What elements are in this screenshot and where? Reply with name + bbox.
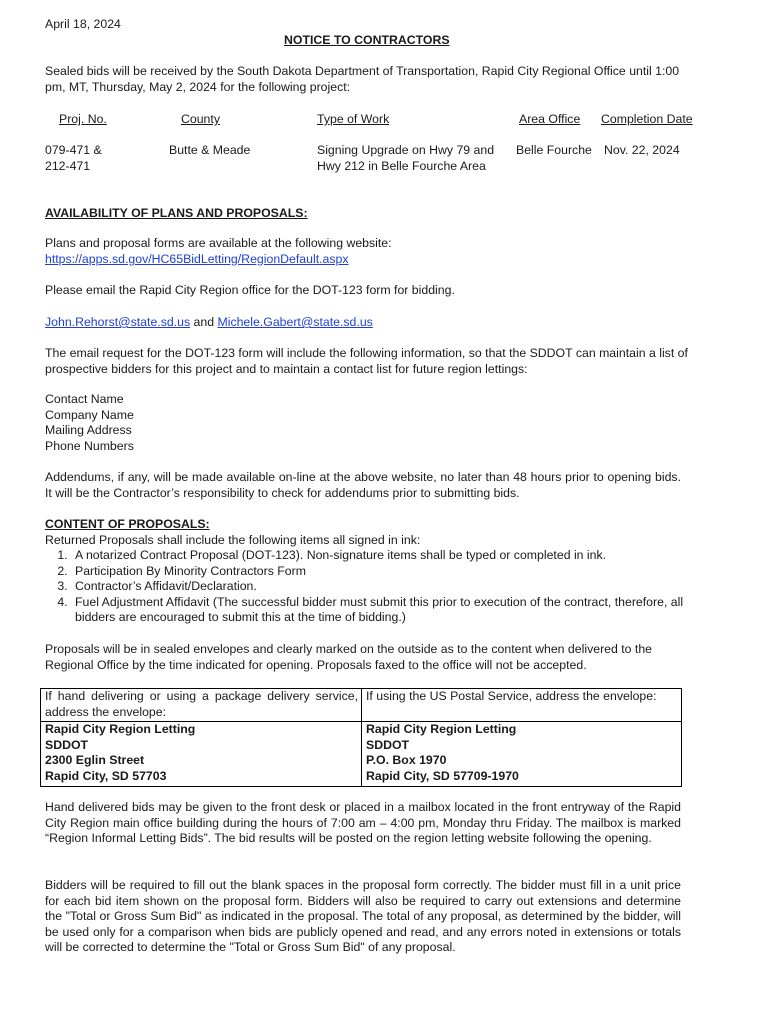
address-line: SDDOT: [366, 737, 410, 752]
address-table-body-row: [41, 721, 681, 785]
date: April 18, 2024: [45, 17, 121, 31]
address-line: Rapid City, SD 57709-1970: [366, 768, 519, 783]
proposal-items-list: [45, 548, 721, 626]
postal-address: [361, 722, 681, 785]
website-link[interactable]: https://apps.sd.gov/HC65BidLetting/RegionDefault.aspx: [45, 252, 349, 266]
hand-delivery-address: [41, 722, 361, 785]
cell-completion-date: Nov. 22, 2024: [604, 143, 680, 157]
address-line: 2300 Eglin Street: [45, 753, 145, 768]
hand-delivered-paragraph: Hand delivered bids may be given to the front desk or placed in a mailbox located in the front entryway of the Rapid City Region main office building during the hours of 7:00 am – 4:00 pm, Monday thru Friday. The mailbox is marked “Region Informal Letting Bids”. The bid results will be posted on the region letting website following the opening.: [45, 800, 681, 846]
address-line: Rapid City Region Letting: [366, 722, 517, 737]
contact-item: Contact Name: [45, 392, 124, 406]
email-instructions: Please email the Rapid City Region office for the DOT-123 form for bidding.: [45, 283, 455, 297]
plans-text: Plans and proposal forms are available at the following website:: [45, 236, 392, 250]
contact-item: Mailing Address: [45, 423, 132, 438]
email-and: and: [193, 315, 215, 329]
address-table: [40, 688, 682, 787]
col-header-proj-no: Proj. No.: [59, 112, 107, 126]
addendums-paragraph: Addendums, if any, will be made available on-line at the above website, no later than 48 hours prior to opening bids. It will be the Contractor’s responsibility to check for addendums prior to submitting bids.: [45, 470, 681, 500]
content-intro: Returned Proposals shall include the following items all signed in ink:: [45, 533, 421, 547]
address-line: Rapid City Region Letting: [45, 722, 196, 737]
cell-county: Butte & Meade: [169, 143, 251, 157]
contact-item: Phone Numbers: [45, 438, 134, 453]
address-line: P.O. Box 1970: [366, 753, 447, 768]
list-item: 2. Participation By Minority Contractors Form: [71, 564, 721, 580]
bidders-paragraph: Bidders will be required to fill out the blank spaces in the proposal form correctly. The bidder must fill in a unit price for each bid item shown on the proposal form. Bidders will also be required to carry out extensions and determine the "Total or Gross Sum Bid" as indicated in the proposal. The total of any proposal, as determined by the bidder, will be used only for a comparison when bids are publicly opened and read, and any errors noted in extensions or totals will be corrected to determine the "Total or Gross Sum Bid" of any proposal.: [45, 878, 681, 955]
hand-delivery-header: If hand delivering or using a package delivery service, address the envelope:: [45, 689, 358, 719]
address-table-header-row: [41, 689, 681, 721]
page-title: NOTICE TO CONTRACTORS: [284, 33, 450, 47]
contact-item: Company Name: [45, 407, 134, 422]
address-line: Rapid City, SD 57703: [45, 768, 167, 783]
cell-area-office: Belle Fourche: [516, 143, 592, 157]
cell-type-of-work: Signing Upgrade on Hwy 79 and Hwy 212 in Belle Fourche Area: [317, 143, 495, 173]
intro-paragraph: Sealed bids will be received by the South Dakota Department of Transportation, Rapid City Regional Office until 1:00 pm, MT, Thursday, May 2, 2024 for the following project:: [45, 64, 680, 94]
sealed-paragraph: Proposals will be in sealed envelopes and clearly marked on the outside as to the content when delivered to the Regional Office by the time indicated for opening. Proposals faxed to the office will not be accepted.: [45, 642, 653, 672]
list-item: 4. Fuel Adjustment Affidavit (The successful bidder must submit this prior to execution of the contract, therefore, all bidders are encouraged to submit this at the time of bidding.): [71, 595, 721, 626]
email-link-gabert[interactable]: Michele.Gabert@state.sd.us: [217, 315, 373, 329]
contact-list: [45, 392, 134, 454]
list-item: 1. A notarized Contract Proposal (DOT-123). Non-signature items shall be typed or completed in ink.: [71, 548, 721, 564]
request-paragraph: The email request for the DOT-123 form will include the following information, so that the SDDOT can maintain a list of prospective bidders for this project and to maintain a contact list for future region lettings:: [45, 346, 688, 376]
availability-heading: AVAILABILITY OF PLANS AND PROPOSALS:: [45, 206, 308, 220]
email-link-rehorst[interactable]: John.Rehorst@state.sd.us: [45, 315, 191, 329]
content-heading: CONTENT OF PROPOSALS:: [45, 517, 210, 531]
list-item: 3. Contractor’s Affidavit/Declaration.: [71, 579, 721, 595]
postal-header: If using the US Postal Service, address the envelope:: [361, 689, 681, 721]
col-header-completion-date: Completion Date: [601, 112, 693, 126]
col-header-type-of-work: Type of Work: [317, 112, 390, 126]
cell-proj-no: 079-471 & 212-471: [45, 143, 102, 173]
col-header-county: County: [181, 112, 220, 126]
col-header-area-office: Area Office: [519, 112, 581, 126]
email-line: [45, 315, 373, 331]
address-line: SDDOT: [45, 737, 89, 752]
